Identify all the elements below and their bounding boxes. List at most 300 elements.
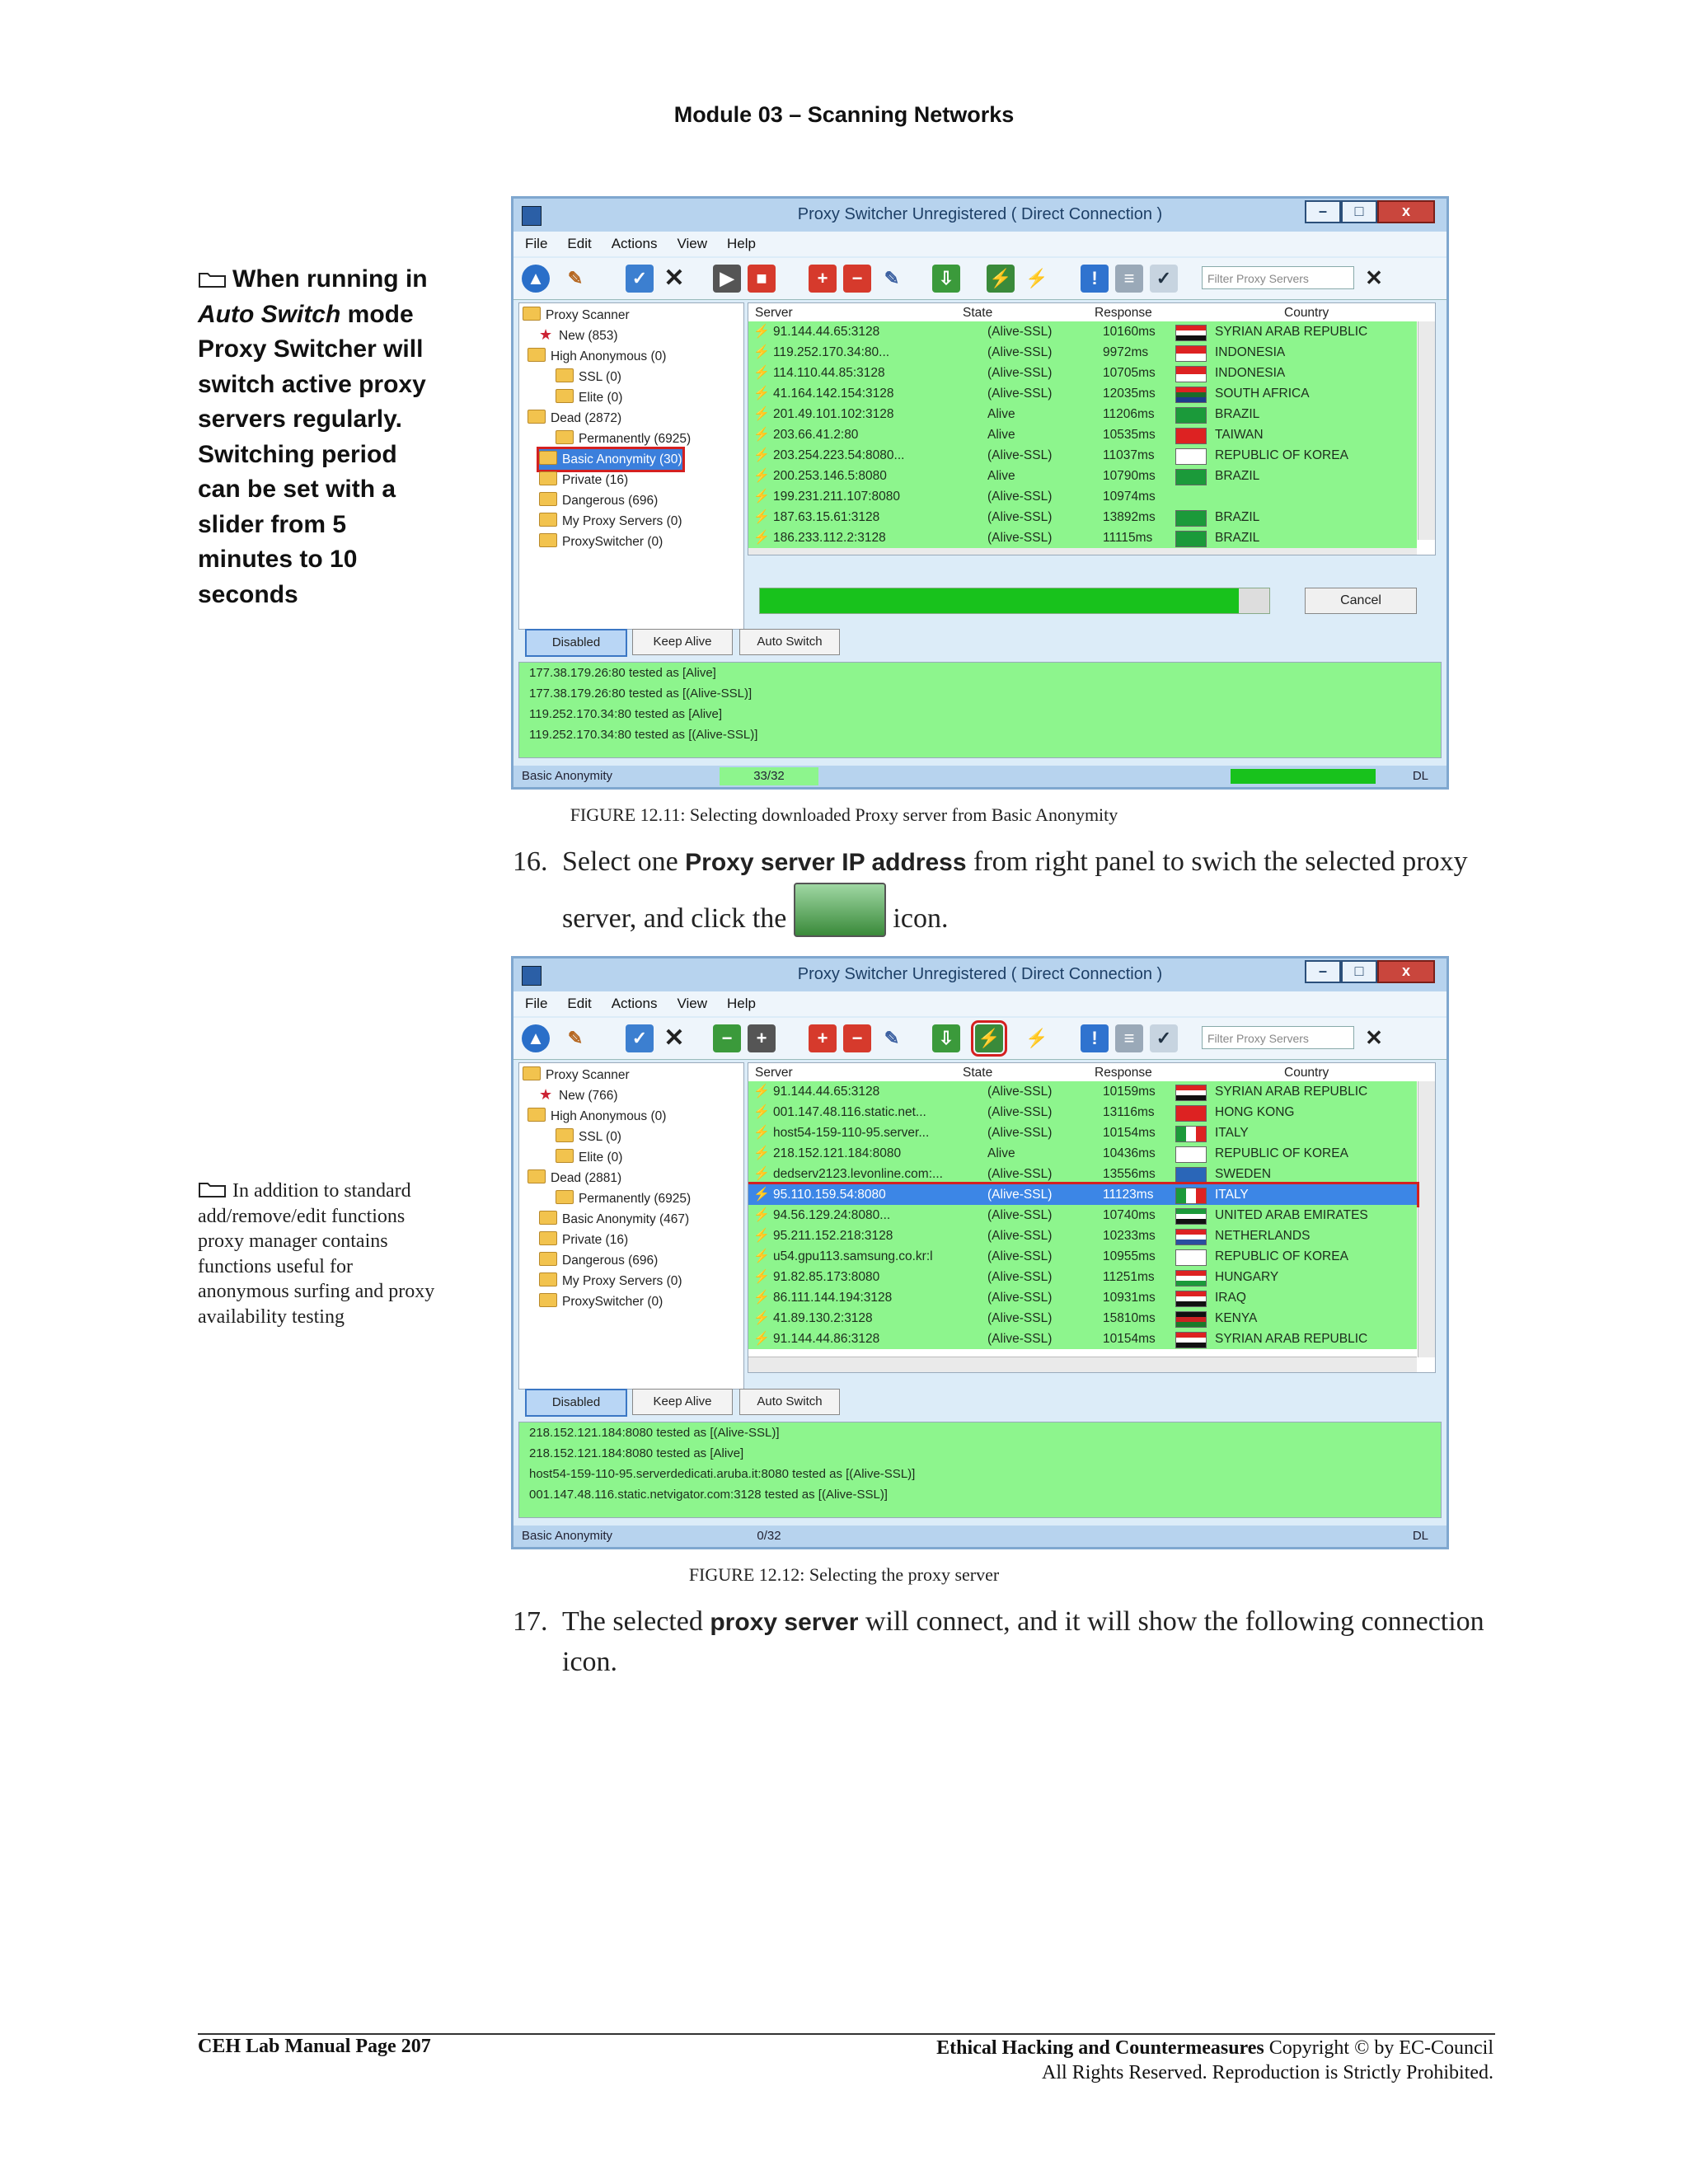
folder-icon bbox=[528, 1169, 546, 1183]
title-bar bbox=[513, 199, 1447, 232]
state-cell: (Alive-SSL) bbox=[987, 325, 1053, 339]
list-icon[interactable]: ≡ bbox=[1115, 1024, 1143, 1052]
edit-icon[interactable]: ✎ bbox=[884, 1028, 900, 1048]
tree-item[interactable] bbox=[539, 490, 658, 511]
list-icon[interactable]: ≡ bbox=[1115, 265, 1143, 293]
response-cell: 10160ms bbox=[1103, 325, 1156, 339]
flag-icon bbox=[1175, 510, 1207, 527]
folder-icon bbox=[539, 1293, 557, 1307]
country-cell: UNITED ARAB EMIRATES bbox=[1215, 1208, 1368, 1222]
proxy-list bbox=[748, 302, 1436, 555]
status-bar bbox=[513, 1526, 1447, 1547]
mode-auto-switch[interactable]: Auto Switch bbox=[739, 629, 840, 655]
tree-item[interactable] bbox=[528, 408, 621, 429]
menu-help[interactable]: Help bbox=[727, 996, 756, 1011]
plug-icon: ⚡ bbox=[753, 1146, 770, 1160]
country-cell: SYRIAN ARAB REPUBLIC bbox=[1215, 1085, 1368, 1099]
tree-item-label: High Anonymous (0) bbox=[551, 349, 667, 363]
wizard-icon[interactable]: ✎ bbox=[567, 268, 584, 288]
state-cell: (Alive-SSL) bbox=[987, 1188, 1053, 1202]
response-cell: 11251ms bbox=[1103, 1270, 1155, 1284]
response-cell: 11037ms bbox=[1103, 448, 1155, 462]
tree-item-label: Basic Anonymity (30) bbox=[562, 452, 682, 466]
module-header: Module 03 – Scanning Networks bbox=[673, 102, 1015, 127]
plug-icon: ⚡ bbox=[753, 1126, 770, 1140]
response-cell: 15810ms bbox=[1103, 1311, 1156, 1325]
proxy-row[interactable] bbox=[748, 466, 1417, 486]
step-16 bbox=[513, 842, 1485, 933]
state-cell: Alive bbox=[987, 469, 1015, 483]
tree-item-label: Permanently (6925) bbox=[579, 1192, 692, 1206]
proxy-row[interactable] bbox=[748, 1308, 1417, 1329]
vertical-scrollbar[interactable] bbox=[1418, 1081, 1435, 1357]
folder-icon bbox=[539, 1272, 557, 1286]
tree-item[interactable] bbox=[528, 1106, 666, 1127]
check-icon[interactable]: ✓ bbox=[626, 265, 654, 293]
proxy-row[interactable] bbox=[748, 342, 1417, 363]
vertical-scrollbar[interactable] bbox=[1418, 321, 1435, 540]
wizard-icon[interactable]: ✎ bbox=[567, 1028, 584, 1048]
status-dl: DL bbox=[1412, 769, 1428, 783]
mode-keep-alive[interactable]: Keep Alive bbox=[632, 629, 733, 655]
status-category: Basic Anonymity bbox=[522, 1529, 613, 1543]
state-cell: (Alive-SSL) bbox=[987, 1249, 1053, 1263]
server-cell: u54.gpu113.samsung.co.kr:l bbox=[773, 1249, 933, 1263]
tree-item[interactable] bbox=[539, 449, 682, 470]
proxy-row[interactable] bbox=[748, 321, 1417, 342]
proxy-row[interactable] bbox=[748, 1081, 1417, 1102]
tree-item[interactable] bbox=[539, 532, 663, 552]
test-log bbox=[518, 1422, 1442, 1518]
server-cell: 186.233.112.2:3128 bbox=[773, 531, 886, 545]
country-cell: ITALY bbox=[1215, 1126, 1249, 1140]
col-response[interactable]: Response bbox=[1095, 1066, 1152, 1080]
tree-item-label: ProxySwitcher (0) bbox=[562, 1295, 663, 1309]
proxy-row[interactable] bbox=[748, 1267, 1417, 1287]
proxy-row[interactable] bbox=[748, 1329, 1417, 1349]
server-cell: 95.110.159.54:8080 bbox=[773, 1188, 886, 1202]
mode-disabled[interactable]: Disabled bbox=[525, 1389, 627, 1417]
tree-item-label: Elite (0) bbox=[579, 391, 623, 405]
state-cell: (Alive-SSL) bbox=[987, 366, 1053, 380]
folder-icon bbox=[539, 1231, 557, 1245]
tree-item[interactable] bbox=[539, 1250, 658, 1271]
folder-icon bbox=[539, 513, 557, 527]
proxy-row[interactable] bbox=[748, 507, 1417, 527]
menu-edit[interactable]: Edit bbox=[567, 236, 592, 251]
menu-help[interactable]: Help bbox=[727, 236, 756, 251]
flag-icon bbox=[1175, 1188, 1207, 1204]
proxy-row[interactable] bbox=[748, 1184, 1417, 1205]
menu-actions[interactable]: Actions bbox=[611, 236, 658, 251]
tree-item[interactable] bbox=[539, 1209, 689, 1230]
plug-icon: ⚡ bbox=[753, 1085, 770, 1099]
status-category: Basic Anonymity bbox=[522, 769, 613, 783]
horizontal-scrollbar[interactable] bbox=[748, 1357, 1417, 1372]
server-cell: 94.56.129.24:8080... bbox=[773, 1208, 891, 1222]
country-cell: BRAZIL bbox=[1215, 407, 1260, 421]
menu-view[interactable]: View bbox=[677, 236, 707, 251]
proxy-row[interactable] bbox=[748, 1143, 1417, 1164]
proxy-row[interactable] bbox=[748, 486, 1417, 507]
tree-item[interactable] bbox=[539, 511, 682, 532]
add-icon[interactable]: + bbox=[809, 1024, 837, 1052]
window-title: Proxy Switcher Unregistered ( Direct Connection ) bbox=[797, 965, 1163, 983]
server-cell: 91.144.44.65:3128 bbox=[773, 325, 880, 339]
state-cell: (Alive-SSL) bbox=[987, 345, 1053, 359]
proxy-row[interactable] bbox=[748, 383, 1417, 404]
server-cell: 218.152.121.184:8080 bbox=[773, 1146, 902, 1160]
plug-icon: ⚡ bbox=[753, 1188, 770, 1202]
proxy-row[interactable] bbox=[748, 424, 1417, 445]
folder-icon bbox=[556, 1149, 574, 1163]
tree-item[interactable] bbox=[539, 1230, 628, 1250]
plug-icon: ⚡ bbox=[753, 407, 770, 421]
proxy-list bbox=[748, 1062, 1436, 1373]
response-cell: 9972ms bbox=[1103, 345, 1149, 359]
tree-item-label: Dangerous (696) bbox=[562, 494, 659, 508]
list-header bbox=[748, 303, 1417, 321]
col-country[interactable]: Country bbox=[1284, 1066, 1329, 1080]
delete-icon[interactable]: ✕ bbox=[663, 1024, 685, 1052]
state-cell: (Alive-SSL) bbox=[987, 1332, 1053, 1346]
country-cell: REPUBLIC OF KOREA bbox=[1215, 1146, 1348, 1160]
proxy-row[interactable] bbox=[748, 1205, 1417, 1226]
folder-icon bbox=[528, 410, 546, 424]
country-cell: BRAZIL bbox=[1215, 531, 1260, 545]
maximize-button[interactable]: □ bbox=[1341, 960, 1377, 983]
check-icon[interactable]: ✓ bbox=[626, 1024, 654, 1052]
switch-proxy-icon bbox=[794, 883, 886, 937]
remove-icon[interactable]: − bbox=[843, 1024, 871, 1052]
country-cell: BRAZIL bbox=[1215, 469, 1260, 483]
folder-icon bbox=[528, 348, 546, 362]
proxy-row[interactable] bbox=[748, 1164, 1417, 1184]
tree-item-label: Dead (2881) bbox=[551, 1171, 622, 1185]
import-icon[interactable]: ⇩ bbox=[932, 265, 960, 293]
country-cell: KENYA bbox=[1215, 1311, 1258, 1325]
server-cell: 91.82.85.173:8080 bbox=[773, 1270, 880, 1284]
response-cell: 10159ms bbox=[1103, 1085, 1156, 1099]
status-count: 33/32 bbox=[720, 767, 818, 785]
server-cell: host54-159-110-95.server... bbox=[773, 1126, 930, 1140]
edit-icon[interactable]: ✎ bbox=[884, 268, 900, 288]
plug-icon: ⚡ bbox=[753, 428, 770, 442]
proxy-row[interactable] bbox=[748, 363, 1417, 383]
plug-icon: ⚡ bbox=[753, 1249, 770, 1263]
tree-item[interactable] bbox=[556, 367, 621, 387]
tree-item[interactable] bbox=[539, 470, 628, 490]
tree-item-label: Dead (2872) bbox=[551, 411, 622, 425]
response-cell: 10233ms bbox=[1103, 1229, 1156, 1243]
tree-item-label: Private (16) bbox=[562, 1233, 629, 1247]
tree-item-label: Permanently (6925) bbox=[579, 432, 692, 446]
server-cell: 200.253.146.5:8080 bbox=[773, 469, 887, 483]
server-cell: 001.147.48.116.static.net... bbox=[773, 1105, 926, 1119]
state-cell: (Alive-SSL) bbox=[987, 387, 1053, 401]
warning-icon[interactable]: ! bbox=[1081, 1024, 1109, 1052]
delete-icon[interactable]: ✕ bbox=[663, 265, 685, 292]
close-button[interactable]: x bbox=[1377, 200, 1435, 223]
tree-item-label: ProxySwitcher (0) bbox=[562, 535, 663, 549]
response-cell: 13556ms bbox=[1103, 1167, 1156, 1181]
step-number: 17. bbox=[513, 1606, 548, 1637]
server-cell: 201.49.101.102:3128 bbox=[773, 407, 894, 421]
clear-filter-icon[interactable]: ✕ bbox=[1365, 1025, 1383, 1050]
filter-proxy-input[interactable]: Filter Proxy Servers bbox=[1202, 1026, 1354, 1049]
response-cell: 11115ms bbox=[1103, 531, 1153, 545]
tree-item[interactable] bbox=[539, 1085, 618, 1106]
state-cell: (Alive-SSL) bbox=[987, 1208, 1053, 1222]
flag-icon bbox=[1175, 1167, 1207, 1183]
maximize-button[interactable]: □ bbox=[1341, 200, 1377, 223]
tree-item-label: Private (16) bbox=[562, 473, 629, 487]
state-cell: (Alive-SSL) bbox=[987, 1291, 1053, 1305]
start-icon[interactable]: ▲ bbox=[522, 1024, 550, 1052]
proxy-row[interactable] bbox=[748, 1122, 1417, 1143]
tree-item[interactable] bbox=[556, 1127, 621, 1147]
state-cell: (Alive-SSL) bbox=[987, 448, 1053, 462]
stop-icon[interactable]: ■ bbox=[748, 265, 776, 293]
new-star-icon: ★ bbox=[539, 326, 553, 343]
switch-proxy-icon[interactable]: ⚡ bbox=[975, 1024, 1003, 1052]
proxy-row[interactable] bbox=[748, 527, 1417, 548]
response-cell: 13116ms bbox=[1103, 1105, 1155, 1119]
tree-item[interactable] bbox=[556, 1147, 622, 1168]
tree-item-label: New (766) bbox=[559, 1089, 618, 1103]
side-note-auto-switch: When running in Auto Switch mode Proxy Switcher will switch active proxy servers regularly. Switching period can be set with a slider from 5 minutes to 10 seconds bbox=[198, 265, 428, 608]
status-bar bbox=[513, 766, 1447, 787]
new-star-icon: ★ bbox=[539, 1086, 553, 1103]
country-cell: REPUBLIC OF KOREA bbox=[1215, 1249, 1348, 1263]
state-cell: (Alive-SSL) bbox=[987, 1105, 1053, 1119]
col-server[interactable]: Server bbox=[755, 1066, 793, 1080]
country-cell: SYRIAN ARAB REPUBLIC bbox=[1215, 1332, 1368, 1346]
mode-keep-alive[interactable]: Keep Alive bbox=[632, 1389, 733, 1415]
country-cell: BRAZIL bbox=[1215, 510, 1260, 524]
flag-icon bbox=[1175, 448, 1207, 465]
col-response[interactable]: Response bbox=[1095, 306, 1152, 320]
server-cell: 203.66.41.2:80 bbox=[773, 428, 859, 442]
tree-item-label: New (853) bbox=[559, 329, 618, 343]
log-line: 119.252.170.34:80 tested as [Alive] bbox=[529, 707, 723, 721]
proxy-switcher-window-2 bbox=[511, 956, 1449, 1549]
tree-item-label: SSL (0) bbox=[579, 1130, 621, 1144]
tree-item[interactable] bbox=[523, 305, 630, 326]
flag-icon bbox=[1175, 1332, 1207, 1348]
folder-icon bbox=[539, 1252, 557, 1266]
folder-icon bbox=[523, 1066, 541, 1080]
collapse-icon[interactable]: − bbox=[713, 1024, 741, 1052]
flag-icon bbox=[1175, 1146, 1207, 1163]
country-cell: HONG KONG bbox=[1215, 1105, 1295, 1119]
figure-caption-1: FIGURE 12.11: Selecting downloaded Proxy server from Basic Anonymity bbox=[570, 804, 1118, 825]
menu-edit[interactable]: Edit bbox=[567, 996, 592, 1011]
flag-icon bbox=[1175, 1311, 1207, 1328]
category-tree bbox=[518, 1062, 744, 1390]
tree-item[interactable] bbox=[556, 1188, 691, 1209]
proxy-row[interactable] bbox=[748, 445, 1417, 466]
plug-icon: ⚡ bbox=[753, 1270, 770, 1284]
response-cell: 11123ms bbox=[1103, 1188, 1154, 1202]
plug-icon: ⚡ bbox=[753, 325, 770, 339]
country-cell: HUNGARY bbox=[1215, 1270, 1279, 1284]
log-line: 177.38.179.26:80 tested as [(Alive-SSL)] bbox=[529, 687, 753, 701]
footer-copyright: Ethical Hacking and Countermeasures Copyright © by EC-Council All Rights Reserved. Reproduction is Strictly Prohibited. bbox=[936, 2037, 1493, 2083]
response-cell: 10974ms bbox=[1103, 490, 1156, 504]
toolbar bbox=[513, 258, 1447, 300]
folder-icon bbox=[556, 1128, 574, 1142]
state-cell: (Alive-SSL) bbox=[987, 510, 1053, 524]
col-state[interactable]: State bbox=[963, 1066, 993, 1080]
menu-file[interactable]: File bbox=[525, 996, 548, 1011]
tree-item[interactable] bbox=[556, 429, 691, 449]
menu-bar bbox=[513, 232, 1447, 256]
window-title: Proxy Switcher Unregistered ( Direct Connection ) bbox=[797, 205, 1163, 223]
step-text: The selected proxy server will connect, and it will show the following connection icon. bbox=[562, 1606, 1484, 1677]
country-cell: INDONESIA bbox=[1215, 345, 1286, 359]
server-cell: dedserv2123.levonline.com:... bbox=[773, 1167, 943, 1181]
scan-progress-bar bbox=[759, 588, 1270, 614]
server-cell: 119.252.170.34:80... bbox=[773, 345, 890, 359]
col-server[interactable]: Server bbox=[755, 306, 793, 320]
col-country[interactable]: Country bbox=[1284, 306, 1329, 320]
plug-icon: ⚡ bbox=[753, 531, 770, 545]
flag-icon bbox=[1175, 1249, 1207, 1266]
menu-actions[interactable]: Actions bbox=[611, 996, 658, 1011]
import-icon[interactable]: ⇩ bbox=[932, 1024, 960, 1052]
cancel-button[interactable]: Cancel bbox=[1305, 588, 1417, 614]
folder-icon bbox=[556, 430, 574, 444]
response-cell: 10705ms bbox=[1103, 366, 1156, 380]
close-button[interactable]: x bbox=[1377, 960, 1435, 983]
tree-item[interactable] bbox=[539, 1291, 663, 1312]
log-line: 218.152.121.184:8080 tested as [Alive] bbox=[529, 1446, 744, 1460]
clear-filter-icon[interactable]: ✕ bbox=[1365, 265, 1383, 290]
log-line: 177.38.179.26:80 tested as [Alive] bbox=[529, 666, 716, 680]
proxy-row[interactable] bbox=[748, 1287, 1417, 1308]
tree-item-label: SSL (0) bbox=[579, 370, 621, 384]
minimize-button[interactable]: – bbox=[1305, 200, 1341, 223]
server-cell: 91.144.44.86:3128 bbox=[773, 1332, 880, 1346]
remove-icon[interactable]: − bbox=[843, 265, 871, 293]
tree-item[interactable] bbox=[528, 346, 666, 367]
folder-icon bbox=[528, 1108, 546, 1122]
mode-auto-switch[interactable]: Auto Switch bbox=[739, 1389, 840, 1415]
add-icon[interactable]: + bbox=[809, 265, 837, 293]
start-icon[interactable]: ▲ bbox=[522, 265, 550, 293]
tree-item-label: My Proxy Servers (0) bbox=[562, 1274, 682, 1288]
state-cell: Alive bbox=[987, 1146, 1015, 1160]
disconnect-icon[interactable]: ⚡ bbox=[1025, 1028, 1048, 1048]
menu-view[interactable]: View bbox=[677, 996, 707, 1011]
log-line: 119.252.170.34:80 tested as [(Alive-SSL)] bbox=[529, 728, 758, 742]
menu-file[interactable]: File bbox=[525, 236, 548, 251]
state-cell: (Alive-SSL) bbox=[987, 1270, 1053, 1284]
minimize-button[interactable]: – bbox=[1305, 960, 1341, 983]
country-cell: SOUTH AFRICA bbox=[1215, 387, 1310, 401]
server-cell: 203.254.223.54:8080... bbox=[773, 448, 905, 462]
server-cell: 91.144.44.65:3128 bbox=[773, 1085, 880, 1099]
disconnect-icon[interactable]: ⚡ bbox=[1025, 268, 1048, 288]
flag-icon bbox=[1175, 387, 1207, 403]
proxy-row[interactable] bbox=[748, 1102, 1417, 1122]
response-cell: 10955ms bbox=[1103, 1249, 1156, 1263]
folder-icon bbox=[523, 307, 541, 321]
tree-item[interactable] bbox=[539, 1271, 682, 1291]
flag-icon bbox=[1175, 1105, 1207, 1122]
step-number: 16. bbox=[513, 846, 548, 877]
list-header bbox=[748, 1063, 1417, 1081]
country-cell: SYRIAN ARAB REPUBLIC bbox=[1215, 325, 1368, 339]
tree-item-label: My Proxy Servers (0) bbox=[562, 514, 682, 528]
proxy-row[interactable] bbox=[748, 1246, 1417, 1267]
proxy-row[interactable] bbox=[748, 404, 1417, 424]
plug-icon: ⚡ bbox=[753, 1229, 770, 1243]
state-cell: Alive bbox=[987, 428, 1015, 442]
tree-item[interactable] bbox=[539, 326, 618, 346]
folder-icon bbox=[556, 368, 574, 382]
tree-item[interactable] bbox=[523, 1065, 630, 1085]
country-cell: INDONESIA bbox=[1215, 366, 1286, 380]
filter-proxy-input[interactable]: Filter Proxy Servers bbox=[1202, 266, 1354, 289]
folder-icon bbox=[539, 471, 557, 485]
figure-caption-2: FIGURE 12.12: Selecting the proxy server bbox=[688, 1564, 1000, 1585]
side-note-proxy-manager: In addition to standard add/remove/edit functions proxy manager contains functions useful for anonymous surfing and proxy availability testing bbox=[198, 1180, 435, 1328]
country-cell: NETHERLANDS bbox=[1215, 1229, 1311, 1243]
flag-icon bbox=[1175, 469, 1207, 485]
log-line: 001.147.48.116.static.netvigator.com:3128 tested as [(Alive-SSL)] bbox=[529, 1488, 888, 1502]
flag-icon bbox=[1175, 1126, 1207, 1142]
switch-proxy-icon[interactable]: ⚡ bbox=[987, 265, 1015, 293]
play-icon[interactable]: ▶ bbox=[713, 265, 741, 293]
col-state[interactable]: State bbox=[963, 306, 993, 320]
server-cell: 41.164.142.154:3128 bbox=[773, 387, 894, 401]
response-cell: 12035ms bbox=[1103, 387, 1156, 401]
task-icon[interactable]: ✓ bbox=[1150, 1024, 1178, 1052]
flag-icon bbox=[1175, 1229, 1207, 1245]
folder-icon bbox=[556, 1190, 574, 1204]
proxy-row[interactable] bbox=[748, 1226, 1417, 1246]
status-count: 0/32 bbox=[757, 1529, 781, 1543]
tree-item[interactable] bbox=[528, 1168, 621, 1188]
log-line: host54-159-110-95.serverdedicati.aruba.it:8080 tested as [(Alive-SSL)] bbox=[529, 1467, 916, 1481]
test-log bbox=[518, 662, 1442, 758]
flag-icon bbox=[1175, 325, 1207, 341]
task-icon[interactable]: ✓ bbox=[1150, 265, 1178, 293]
mode-disabled[interactable]: Disabled bbox=[525, 629, 627, 657]
footer-divider bbox=[198, 2033, 1495, 2035]
plug-icon: ⚡ bbox=[753, 1208, 770, 1222]
expand-icon[interactable]: + bbox=[748, 1024, 776, 1052]
state-cell: (Alive-SSL) bbox=[987, 1311, 1053, 1325]
state-cell: (Alive-SSL) bbox=[987, 490, 1053, 504]
plug-icon: ⚡ bbox=[753, 366, 770, 380]
category-tree bbox=[518, 302, 744, 630]
server-cell: 86.111.144.194:3128 bbox=[773, 1291, 893, 1305]
folder-icon bbox=[539, 451, 557, 465]
flag-icon bbox=[1175, 366, 1207, 382]
plug-icon: ⚡ bbox=[753, 1105, 770, 1119]
tree-item-label: Basic Anonymity (467) bbox=[562, 1212, 690, 1226]
response-cell: 10436ms bbox=[1103, 1146, 1156, 1160]
tree-item-label: Elite (0) bbox=[579, 1151, 623, 1165]
plug-icon: ⚡ bbox=[753, 469, 770, 483]
tree-item[interactable] bbox=[556, 387, 622, 408]
warning-icon[interactable]: ! bbox=[1081, 265, 1109, 293]
menu-bar bbox=[513, 991, 1447, 1016]
step-text: Select one Proxy server IP address from right panel to swich the selected proxy server, and click the icon. bbox=[562, 842, 1493, 939]
